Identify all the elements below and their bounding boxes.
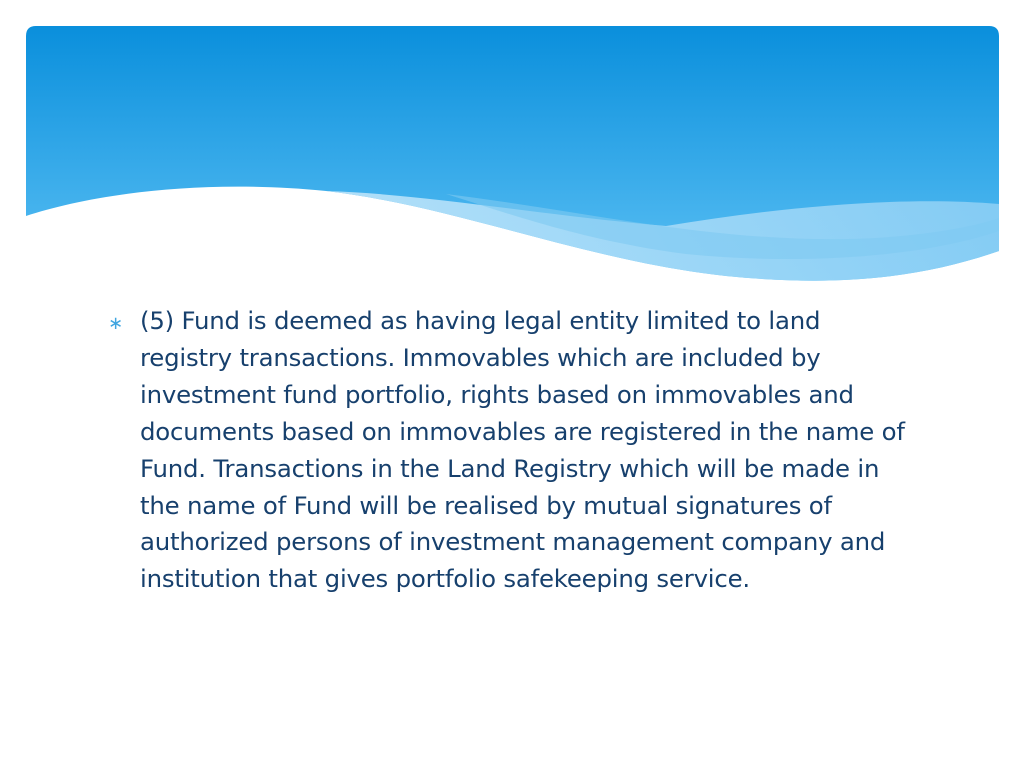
bullet-marker: ∗ bbox=[108, 313, 124, 334]
wave-graphic bbox=[26, 26, 999, 286]
bullet-item bbox=[108, 303, 908, 598]
slide-content bbox=[108, 303, 908, 598]
bullet-text: (5) Fund is deemed as having legal entity limited to land registry transactions. Immovables which are included by investment fund portfolio, rights based on immovables and documents based on immovables are registered in the name of Fund. Transactions in the Land Registry which will be made in the name of Fund will be realised by mutual signatures of authorized persons of investment management company and institution that gives portfolio safekeeping service. bbox=[140, 306, 905, 594]
header-wave-banner bbox=[26, 26, 999, 286]
